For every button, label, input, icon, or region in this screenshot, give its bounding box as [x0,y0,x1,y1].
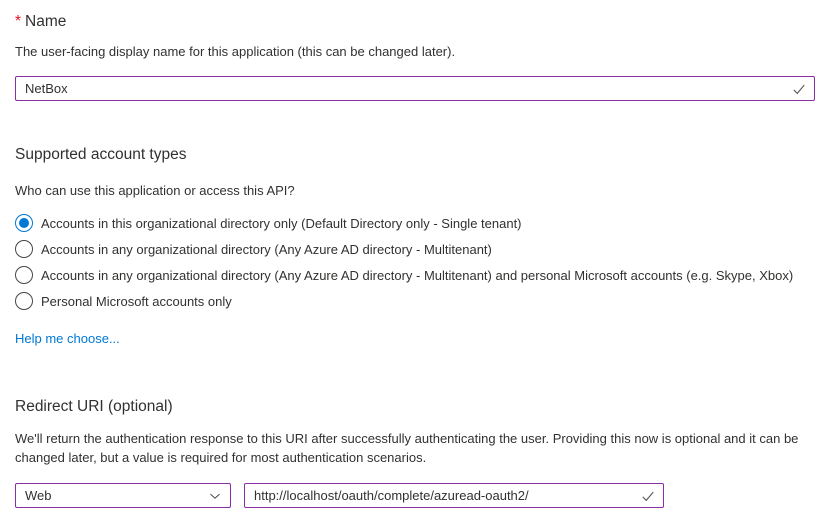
name-description: The user-facing display name for this application (this can be changed later). [15,44,456,59]
redirect-uri-row [15,483,814,508]
account-types-section-title: Supported account types [15,146,187,163]
redirect-uri-description: We'll return the authentication response to this URI after successfully authenticating the user. Providing this now is optional and it can be changed later, but a value is required for most authentication scenarios. [15,431,799,465]
account-type-option-label: Accounts in any organizational directory (Any Azure AD directory - Multitenant) [41,241,492,257]
account-type-option-label: Personal Microsoft accounts only [41,293,232,309]
redirect-uri-input-value: http://localhost/oauth/complete/azuread-oauth2/ [254,488,529,503]
redirect-platform-select-value: Web [25,488,52,503]
account-types-radio-group [15,210,814,314]
account-type-option-multitenant-personal[interactable] [15,262,814,288]
account-type-option-label: Accounts in any organizational directory (Any Azure AD directory - Multitenant) and personal Microsoft accounts (e.g. Skype, Xbox) [41,267,794,283]
radio-button-icon[interactable] [15,266,33,284]
radio-button-icon[interactable] [15,214,33,232]
redirect-uri-input[interactable] [244,483,664,508]
account-types-question: Who can use this application or access this API? [15,183,295,198]
name-section-title-text: Name [25,13,67,30]
help-me-choose-link[interactable]: Help me choose... [15,331,120,346]
account-type-option-multitenant[interactable] [15,236,814,262]
name-input-value: NetBox [25,81,68,96]
name-section-title [15,12,814,32]
redirect-uri-section-title: Redirect URI (optional) [15,398,173,415]
radio-button-icon[interactable] [15,292,33,310]
checkmark-icon [792,82,806,96]
chevron-down-icon [209,490,221,502]
radio-button-icon[interactable] [15,240,33,258]
checkmark-icon [641,489,655,503]
account-type-option-personal-only[interactable] [15,288,814,314]
required-asterisk: * [15,13,22,30]
account-type-option-single-tenant[interactable] [15,210,814,236]
redirect-platform-select[interactable] [15,483,231,508]
name-input[interactable] [15,76,815,101]
account-type-option-label: Accounts in this organizational directory only (Default Directory only - Single tenant) [41,215,522,231]
